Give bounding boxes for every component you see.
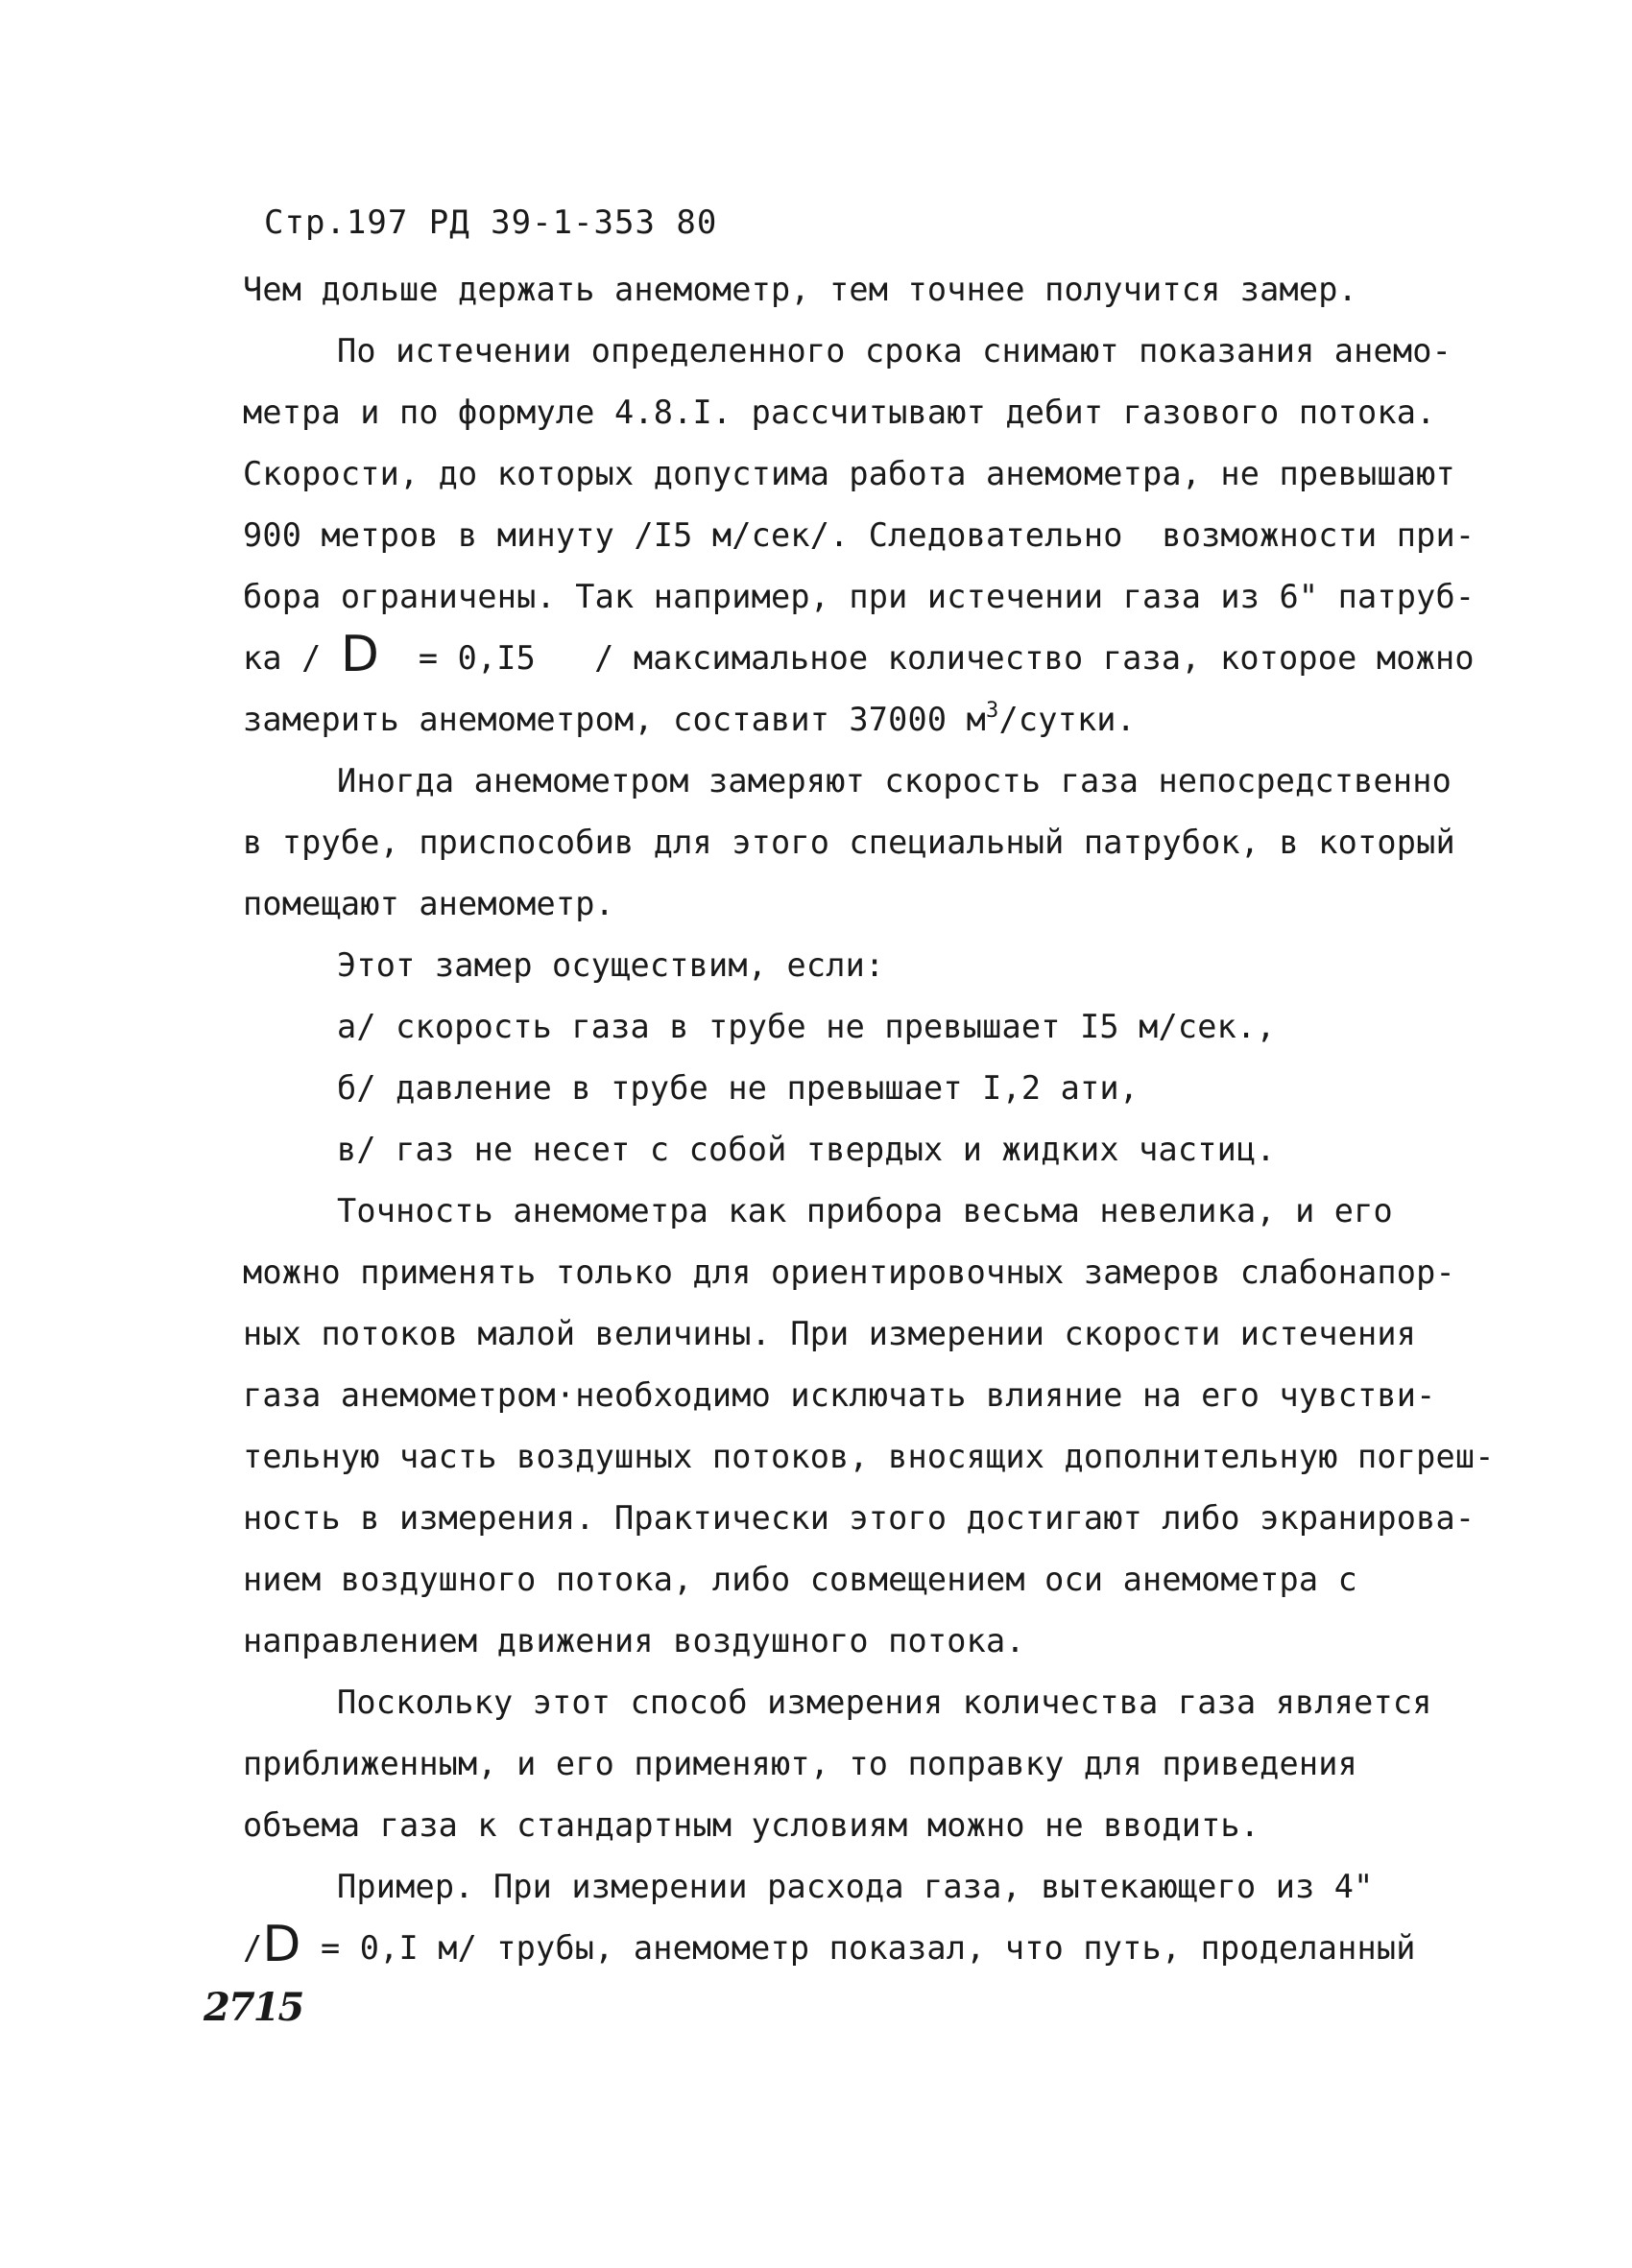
diameter-symbol: D <box>340 626 380 683</box>
text-segment: /сутки. <box>998 701 1137 738</box>
text-segment: = 0,I м/ трубы, анемометр показал, что путь, проделанный <box>300 1929 1416 1967</box>
text-segment: нием воздушного потока, либо совмещением оси анемометра с <box>243 1561 1358 1598</box>
text-segment: = 0,I5 / максимальное количество газа, которое можно <box>379 639 1475 677</box>
text-line <box>243 1058 1452 1119</box>
text-segment: 900 метров в минуту /I5 м/сек/. Следовательно возможности при- <box>243 516 1476 554</box>
text-line <box>243 1488 1476 1549</box>
text-line <box>243 382 1452 443</box>
text-line <box>243 1426 1495 1488</box>
text-segment: направлением движения воздушного потока. <box>243 1622 1025 1659</box>
text-line <box>243 812 1455 873</box>
text-line <box>243 505 1476 566</box>
text-line <box>243 1672 1452 1733</box>
text-line <box>243 626 1475 689</box>
text-line <box>243 1795 1452 1856</box>
text-line <box>243 689 1452 751</box>
text-segment: Пример. При измерении расхода газа, вытекающего из 4" <box>337 1868 1374 1905</box>
text-segment: помещают анемометр. <box>243 885 615 922</box>
text-line <box>243 1549 1452 1611</box>
text-segment: Поскольку этот способ измерения количества газа является <box>337 1683 1432 1721</box>
text-line <box>243 751 1452 812</box>
text-segment: ность в измерения. Практически этого достигают либо экранирова- <box>243 1499 1476 1537</box>
text-segment: б/ давление в трубе не превышает I,2 ати, <box>337 1069 1140 1107</box>
text-segment: бора ограничены. Так например, при истечении газа из 6" патруб- <box>243 578 1476 615</box>
text-segment: в трубе, приспособив для этого специальный патрубок, в который <box>243 824 1455 861</box>
text-line <box>243 1119 1452 1181</box>
text-line <box>243 1856 1452 1918</box>
text-segment: ка / <box>243 639 341 677</box>
text-line <box>243 873 1452 935</box>
text-line <box>243 443 1455 505</box>
text-segment: метра и по формуле 4.8.I. рассчитывают дебит газового потока. <box>243 394 1436 431</box>
text-line <box>243 321 1452 382</box>
text-line <box>243 996 1452 1058</box>
text-line <box>243 1365 1452 1426</box>
text-segment: замерить анемометром, составит 37000 м <box>243 701 987 738</box>
document-body <box>243 259 1495 1979</box>
page-header: Стр.197 РД 39-1-353 80 <box>264 203 718 242</box>
text-segment: можно применять только для ориентировочных замеров слабонапор- <box>243 1253 1455 1291</box>
text-segment: / <box>243 1929 263 1967</box>
text-segment: газа анемометром·необходимо исключать влияние на его чувстви- <box>243 1376 1436 1414</box>
text-line <box>243 1181 1452 1242</box>
text-line <box>243 1611 1452 1672</box>
text-segment: объема газа к стандартным условиям можно не вводить. <box>243 1806 1260 1844</box>
text-segment: Скорости, до которых допустима работа анемометра, не превышают <box>243 455 1455 492</box>
superscript: 3 <box>986 699 999 723</box>
text-segment: Чем дольше держать анемометр, тем точнее получится замер. <box>243 271 1358 308</box>
text-segment: По истечении определенного срока снимают показания анемо- <box>337 332 1452 370</box>
text-segment: приближенным, и его применяют, то поправку для приведения <box>243 1745 1358 1782</box>
text-line <box>243 259 1452 321</box>
text-line <box>243 1733 1452 1795</box>
text-segment: а/ скорость газа в трубе не превышает I5 м/сек., <box>337 1008 1276 1045</box>
text-line <box>243 1242 1455 1303</box>
handwritten-page-mark: 2715 <box>204 1985 303 2030</box>
text-segment: тельную часть воздушных потоков, вносящих дополнительную погреш- <box>243 1438 1495 1475</box>
text-segment: Этот замер осуществим, если: <box>337 946 885 984</box>
text-segment: в/ газ не несет с собой твердых и жидких частиц. <box>337 1131 1276 1168</box>
text-line <box>243 1918 1452 1979</box>
text-line <box>243 566 1476 628</box>
text-line <box>243 935 1452 996</box>
text-segment: Иногда анемометром замеряют скорость газа непосредственно <box>337 762 1452 800</box>
text-segment: ных потоков малой величины. При измерении скорости истечения <box>243 1315 1417 1352</box>
text-segment: Точность анемометра как прибора весьма невелика, и его <box>337 1192 1393 1229</box>
diameter-symbol: D <box>262 1916 301 1973</box>
text-line <box>243 1303 1452 1365</box>
